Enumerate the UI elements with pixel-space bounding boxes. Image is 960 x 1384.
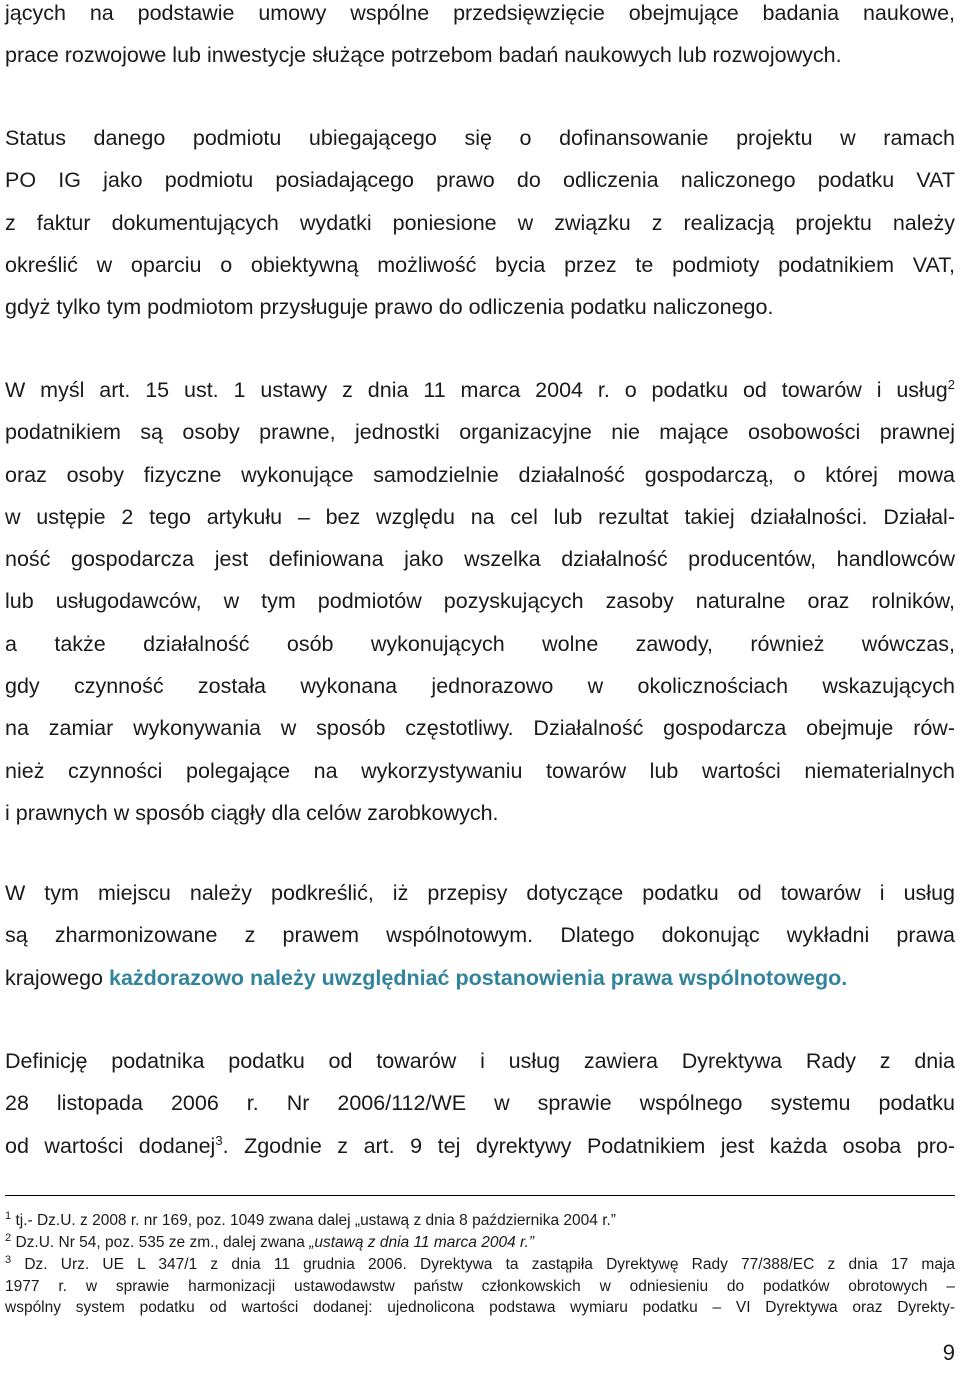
text-line: w ustępie 2 tego artykułu – bez względu na cel lub rezultat takiej działalności. Działal- bbox=[5, 504, 955, 529]
text-line: a także działalność osób wykonujących wolne zawody, również wówczas, bbox=[5, 631, 955, 656]
text-line: Status danego podmiotu ubiegającego się o dofinansowanie projektu w ramach bbox=[5, 126, 955, 150]
text-line: są zharmonizowane z prawem wspólnotowym. Dlatego dokonując wykładni prawa bbox=[5, 923, 955, 948]
text-line: W myśl art. 15 ust. 1 ustawy z dnia 11 marca 2004 r. o podatku od towarów i usług bbox=[5, 378, 948, 402]
highlighted-text: każdorazowo należy uwzględniać postanowienia prawa wspólnotowego. bbox=[108, 965, 848, 990]
text-line: Definicję podatnika podatku od towarów i usług zawiera Dyrektywa Rady z dnia bbox=[5, 1049, 955, 1073]
text-line: z faktur dokumentujących wydatki poniesione w związku z realizacją projektu należy bbox=[5, 210, 955, 235]
text-line: na zamiar wykonywania w sposób częstotliwy. Działalność gospodarcza obejmuje rów- bbox=[5, 716, 955, 741]
text-line: oraz osoby fizyczne wykonujące samodzielnie działalność gospodarczą, o której mowa bbox=[5, 462, 955, 487]
paragraph-definition bbox=[5, 369, 955, 834]
text-line: gdyż tylko tym podmiotom przysługuje prawo do odliczenia podatku naliczonego. bbox=[5, 295, 774, 320]
text-line: prace rozwojowe lub inwestycje służące potrzebom badań naukowych lub rozwojowych. bbox=[5, 43, 842, 68]
text-line: 28 listopada 2006 r. Nr 2006/112/WE w sprawie wspólnego systemu podatku bbox=[5, 1091, 955, 1116]
footnote-ref-2[interactable]: 2 bbox=[947, 376, 955, 392]
footnote-ref-3[interactable]: 3 bbox=[215, 1132, 223, 1148]
paragraph-continuation bbox=[5, 0, 955, 77]
paragraph-directive bbox=[5, 1040, 955, 1167]
footnote-1: $^1$ tj.- Dz.U. z 2008 r. nr 169, poz. 1049 zwana dalej „ustawą z dnia 8 października 2004 r.” bbox=[5, 1209, 616, 1229]
text-line: jących na podstawie umowy wspólne przedsięwzięcie obejmujące badania naukowe, bbox=[5, 1, 955, 25]
footnote-3: $^3$ Dz. Urz. UE L 347/1 z dnia 11 grudnia 2006. Dyrektywa ta zastąpiła Dyrektywę Rady 77/388/EC z dnia 17 maja 1977 r. w sprawie harmonizacji ustawodawstw państw członkowskich w odniesieniu do podatków obrotowych – wspólny system podatku od wartości dodanej: ujednolicona podstawa wymiaru podatku – VI Dyrektywa oraz Dyrekty- bbox=[5, 1253, 956, 1316]
text-line: ność gospodarcza jest definiowana jako wszelka działalność producentów, handlowców bbox=[5, 547, 955, 572]
text-line: podatnikiem są osoby prawne, jednostki organizacyjne nie mające osobowości prawnej bbox=[5, 420, 955, 445]
text-line: . Zgodnie z art. 9 tej dyrektywy Podatnikiem jest każda osoba pro- bbox=[222, 1133, 956, 1158]
text-line: gdy czynność została wykonana jednorazowo w okolicznościach wskazujących bbox=[5, 674, 955, 699]
page-number: 9 bbox=[942, 1340, 955, 1365]
paragraph-harmonization bbox=[5, 872, 955, 999]
text-line: określić w oparciu o obiektywną możliwość bycia przez te podmioty podatnikiem VAT, bbox=[5, 252, 955, 277]
text-line: nież czynności polegające na wykorzystywaniu towarów lub wartości niematerialnych bbox=[5, 758, 955, 783]
text-line: PO IG jako podmiotu posiadającego prawo do odliczenia naliczonego podatku VAT bbox=[5, 168, 955, 193]
text-line: i prawnych w sposób ciągły dla celów zarobkowych. bbox=[5, 800, 499, 825]
footnote-separator bbox=[5, 1195, 955, 1196]
footnote-2: $^2$ Dz.U. Nr 54, poz. 535 ze zm., dalej zwana „ustawą z dnia 11 marca 2004 r.” bbox=[5, 1231, 535, 1251]
text-line: krajowego bbox=[5, 965, 109, 990]
text-line: W tym miejscu należy podkreślić, iż przepisy dotyczące podatku od towarów i usług bbox=[5, 881, 955, 905]
text-line: lub usługodawców, w tym podmiotów pozyskujących zasoby naturalne oraz rolników, bbox=[5, 589, 955, 614]
text-line: od wartości dodanej bbox=[5, 1133, 216, 1158]
paragraph-status bbox=[5, 117, 955, 328]
